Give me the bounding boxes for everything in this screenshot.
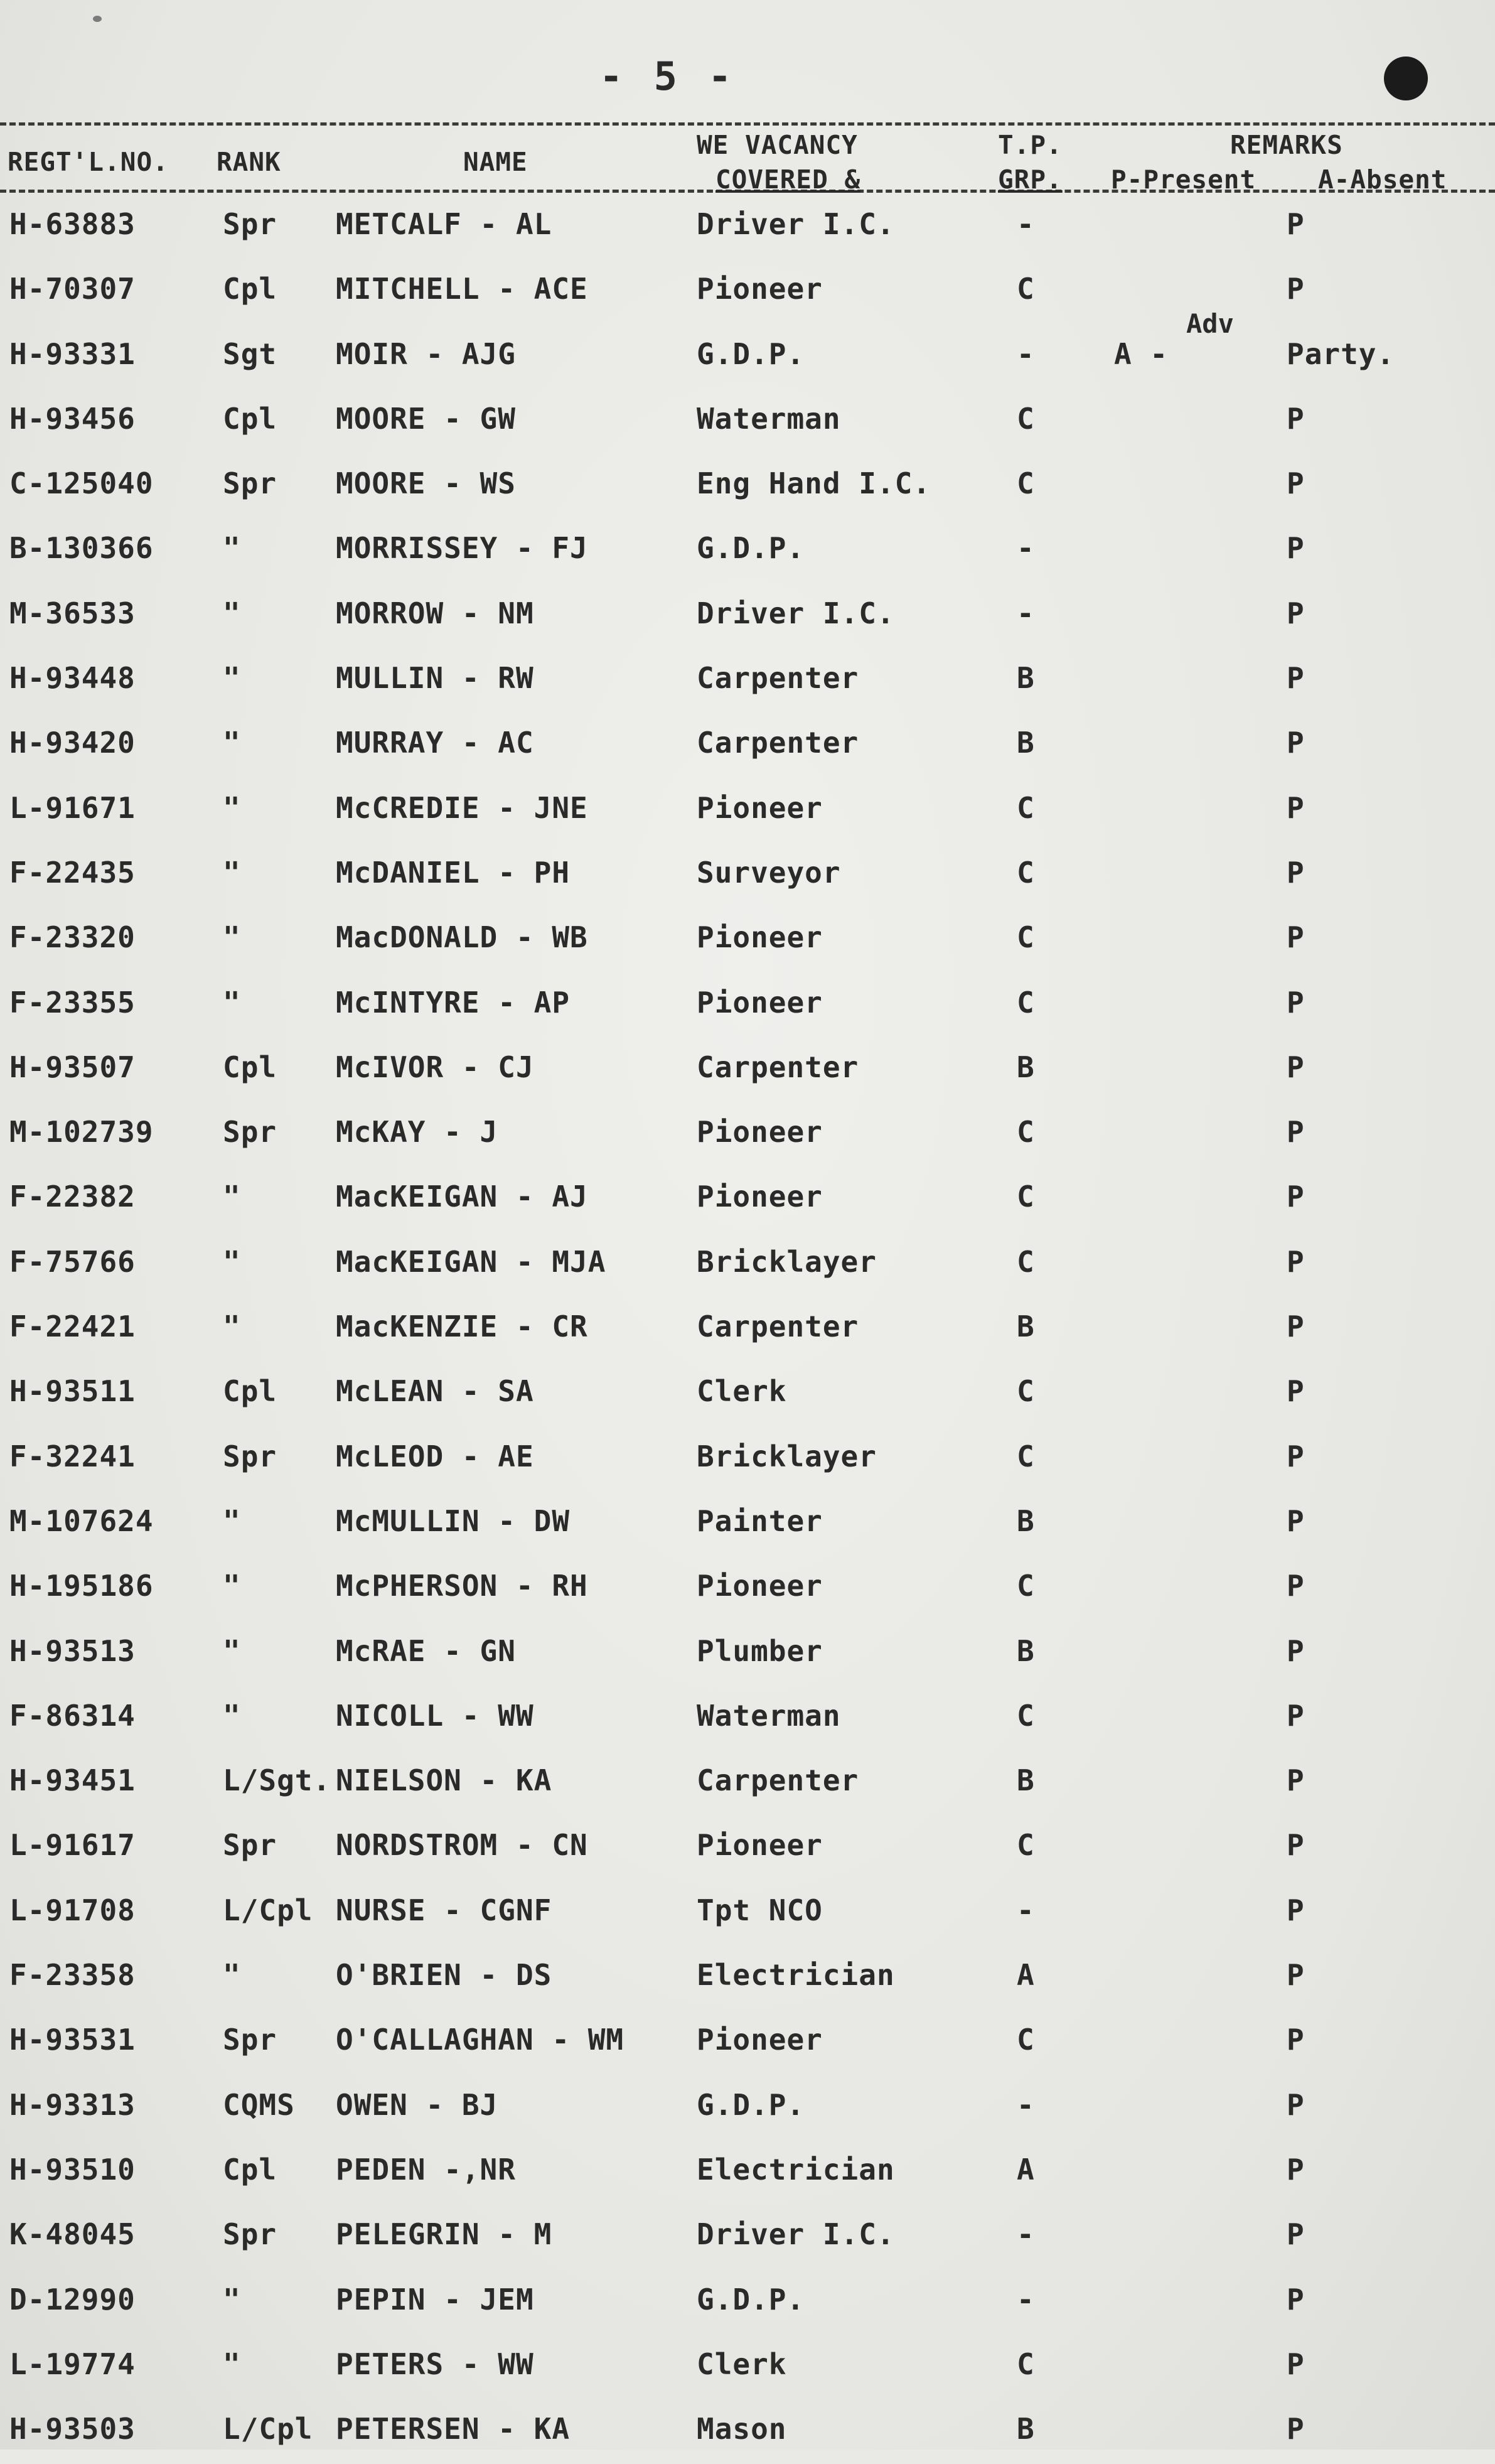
tp-group-cell: B: [1017, 1050, 1035, 1084]
remark-cell: P: [1287, 1504, 1305, 1538]
vacancy-cell: Mason: [697, 2412, 787, 2446]
remark-cell: P: [1287, 2087, 1305, 2122]
remark-cell: P: [1287, 920, 1305, 955]
remark-cell: P: [1287, 207, 1305, 241]
name-cell: McMULLIN - DW: [336, 1504, 571, 1538]
tp-group-cell: C: [1017, 1374, 1035, 1409]
vacancy-cell: Carpenter: [697, 726, 859, 760]
tp-group-cell: C: [1017, 272, 1035, 306]
rank-cell: ": [223, 531, 241, 566]
remark-cell: P: [1287, 855, 1305, 890]
tp-group-cell: -: [1017, 2217, 1035, 2252]
table-row: [0, 259, 1495, 324]
rank-cell: ": [223, 920, 241, 955]
name-cell: McINTYRE - AP: [336, 985, 571, 1019]
column-header-tp: T.P.: [998, 130, 1063, 160]
name-cell: McIVOR - CJ: [336, 1050, 534, 1084]
table-row: [0, 1492, 1495, 1556]
rank-cell: Cpl: [223, 1374, 277, 1409]
tp-group-cell: B: [1017, 726, 1035, 760]
rank-cell: Spr: [223, 466, 277, 501]
rank-cell: ": [223, 1569, 241, 1603]
vacancy-cell: Driver I.C.: [697, 2217, 895, 2252]
rank-cell: ": [223, 2347, 241, 2381]
name-cell: NICOLL - WW: [336, 1698, 534, 1733]
name-cell: McPHERSON - RH: [336, 1569, 588, 1603]
table-row: [0, 1816, 1495, 1880]
remark-cell: P: [1287, 661, 1305, 696]
table-row: [0, 2399, 1495, 2464]
remark-cell: P: [1287, 985, 1305, 1019]
table-row: [0, 2075, 1495, 2140]
rank-cell: ": [223, 1310, 241, 1344]
remark-cell: P: [1287, 596, 1305, 630]
regt-no-cell: H-93420: [9, 726, 136, 760]
regt-no-cell: C-125040: [9, 466, 154, 501]
name-cell: McKAY - J: [336, 1115, 498, 1149]
vacancy-cell: Pioneer: [697, 272, 823, 306]
tp-group-cell: B: [1017, 1310, 1035, 1344]
regt-no-cell: F-32241: [9, 1439, 136, 1473]
remark-cell: P: [1287, 531, 1305, 566]
rank-cell: Spr: [223, 207, 277, 241]
page-number: - 5 -: [599, 53, 736, 99]
remark-cell: P: [1287, 790, 1305, 825]
vacancy-cell: Pioneer: [697, 2023, 823, 2057]
name-cell: McLEAN - SA: [336, 1374, 534, 1409]
name-cell: MITCHELL - ACE: [336, 272, 588, 306]
remark-cell: P: [1287, 401, 1305, 436]
tp-group-cell: -: [1017, 207, 1035, 241]
remark-cell: P: [1287, 1374, 1305, 1409]
table-row: [0, 519, 1495, 583]
table-row: [0, 308, 1495, 389]
regt-no-cell: L-19774: [9, 2347, 136, 2381]
regt-no-cell: H-93511: [9, 1374, 136, 1409]
remark-cell: P: [1287, 272, 1305, 306]
vacancy-cell: Clerk: [697, 1374, 787, 1409]
rank-cell: L/Cpl: [223, 2412, 313, 2446]
remark-cell: P: [1287, 1958, 1305, 1993]
vacancy-cell: Plumber: [697, 1633, 823, 1668]
name-cell: O'BRIEN - DS: [336, 1958, 552, 1993]
table-row: [0, 2270, 1495, 2335]
table-row: [0, 908, 1495, 972]
regt-no-cell: F-23355: [9, 985, 136, 1019]
table-row: [0, 389, 1495, 454]
name-cell: METCALF - AL: [336, 207, 552, 241]
name-cell: MORRISSEY - FJ: [336, 531, 588, 566]
regt-no-cell: H-93456: [9, 401, 136, 436]
tp-group-cell: -: [1017, 1893, 1035, 1927]
table-row: [0, 1881, 1495, 1945]
column-header-vacancy: WE VACANCY: [697, 130, 858, 160]
tp-group-cell: A: [1017, 2152, 1035, 2187]
column-header-vacancy-covered: COVERED &: [715, 164, 861, 195]
regt-no-cell: H-93510: [9, 2152, 136, 2187]
rank-cell: ": [223, 1244, 241, 1279]
table-row: [0, 1751, 1495, 1816]
rank-cell: L/Sgt.: [223, 1763, 331, 1798]
remark-cell: P: [1287, 726, 1305, 760]
tp-group-cell: B: [1017, 1763, 1035, 1798]
regt-no-cell: F-22421: [9, 1310, 136, 1344]
table-row: [0, 1556, 1495, 1621]
name-cell: MacKENZIE - CR: [336, 1310, 588, 1344]
tp-group-cell: B: [1017, 661, 1035, 696]
header-top-rule: [0, 122, 1495, 126]
regt-no-cell: F-23320: [9, 920, 136, 955]
vacancy-cell: Pioneer: [697, 790, 823, 825]
vacancy-cell: Pioneer: [697, 985, 823, 1019]
regt-no-cell: L-91708: [9, 1893, 136, 1927]
tp-group-cell: -: [1017, 2282, 1035, 2316]
regt-no-cell: L-91617: [9, 1828, 136, 1863]
tp-group-cell: -: [1017, 2087, 1035, 2122]
regt-no-cell: H-93448: [9, 661, 136, 696]
vacancy-cell: G.D.P.: [697, 336, 805, 371]
regt-no-cell: H-93451: [9, 1763, 136, 1798]
remark-cell: P: [1287, 1698, 1305, 1733]
regt-no-cell: H-70307: [9, 272, 136, 306]
name-cell: MOORE - GW: [336, 401, 516, 436]
regt-no-cell: H-93331: [9, 336, 136, 371]
regt-no-cell: F-23358: [9, 1958, 136, 1993]
rank-cell: ": [223, 1504, 241, 1538]
rank-cell: Sgt: [223, 336, 277, 371]
remark-cell: P: [1287, 2347, 1305, 2381]
punch-hole-icon: [1384, 56, 1428, 100]
regt-no-cell: M-102739: [9, 1115, 154, 1149]
table-row: [0, 843, 1495, 908]
vacancy-cell: Carpenter: [697, 1050, 859, 1084]
rank-cell: Spr: [223, 1439, 277, 1473]
remark-cell: P: [1287, 1244, 1305, 1279]
table-row: [0, 1102, 1495, 1167]
remark-cell: P: [1287, 1050, 1305, 1084]
rank-cell: Cpl: [223, 272, 277, 306]
rank-cell: Spr: [223, 1115, 277, 1149]
table-row: [0, 584, 1495, 648]
regt-no-cell: H-63883: [9, 207, 136, 241]
vacancy-cell: Waterman: [697, 1698, 841, 1733]
regt-no-cell: F-22435: [9, 855, 136, 890]
tp-group-cell: B: [1017, 1633, 1035, 1668]
table-row: [0, 2205, 1495, 2269]
name-cell: O'CALLAGHAN - WM: [336, 2023, 624, 2057]
regt-no-cell: H-195186: [9, 1569, 154, 1603]
table-row: [0, 648, 1495, 713]
tp-group-cell: C: [1017, 1244, 1035, 1279]
remark-cell: P: [1287, 1569, 1305, 1603]
remark-cell: P: [1287, 1633, 1305, 1668]
remark-cell: P: [1287, 1439, 1305, 1473]
regt-no-cell: D-12990: [9, 2282, 136, 2316]
tp-group-cell: A: [1017, 1958, 1035, 1993]
remark-cell: P: [1287, 2217, 1305, 2252]
column-header-absent-key: A-Absent: [1318, 164, 1447, 195]
name-cell: PEDEN -,NR: [336, 2152, 516, 2187]
regt-no-cell: L-91671: [9, 790, 136, 825]
column-header-present-key: P-Present: [1111, 164, 1257, 195]
remark-annotation: Adv: [1186, 308, 1234, 339]
vacancy-cell: Painter: [697, 1504, 823, 1538]
name-cell: McDANIEL - PH: [336, 855, 571, 890]
name-cell: MacDONALD - WB: [336, 920, 588, 955]
tp-group-cell: C: [1017, 401, 1035, 436]
table-row: [0, 778, 1495, 843]
column-header-grp: GRP.: [998, 164, 1063, 195]
rank-cell: ": [223, 726, 241, 760]
vacancy-cell: Bricklayer: [697, 1244, 877, 1279]
tp-group-cell: C: [1017, 855, 1035, 890]
rank-cell: ": [223, 1698, 241, 1733]
tp-group-cell: C: [1017, 2347, 1035, 2381]
name-cell: OWEN - BJ: [336, 2087, 498, 2122]
regt-no-cell: F-22382: [9, 1180, 136, 1214]
tp-group-cell: C: [1017, 2023, 1035, 2057]
name-cell: NIELSON - KA: [336, 1763, 552, 1798]
table-row: [0, 195, 1495, 259]
remark-cell: P: [1287, 2282, 1305, 2316]
tp-group-cell: -: [1017, 596, 1035, 630]
regt-no-cell: M-36533: [9, 596, 136, 630]
table-row: [0, 2010, 1495, 2075]
vacancy-cell: Waterman: [697, 401, 841, 436]
table-row: [0, 1297, 1495, 1362]
tp-group-cell: C: [1017, 790, 1035, 825]
name-cell: McCREDIE - JNE: [336, 790, 588, 825]
column-header-remarks: REMARKS: [1230, 130, 1343, 160]
tp-group-cell: C: [1017, 1180, 1035, 1214]
table-row: [0, 1038, 1495, 1102]
remark-cell: P: [1287, 1115, 1305, 1149]
vacancy-cell: Clerk: [697, 2347, 787, 2381]
table-row: [0, 1167, 1495, 1232]
name-cell: McRAE - GN: [336, 1633, 516, 1668]
paper-speck: [93, 16, 102, 22]
rank-cell: ": [223, 790, 241, 825]
tp-group-cell: B: [1017, 1504, 1035, 1538]
tp-group-cell: C: [1017, 1439, 1035, 1473]
rank-cell: L/Cpl: [223, 1893, 313, 1927]
vacancy-cell: Pioneer: [697, 1828, 823, 1863]
tp-group-cell: C: [1017, 1698, 1035, 1733]
rank-cell: ": [223, 661, 241, 696]
remark-note-cell: A -: [1114, 336, 1169, 371]
name-cell: MacKEIGAN - MJA: [336, 1244, 606, 1279]
vacancy-cell: Pioneer: [697, 1180, 823, 1214]
rank-cell: ": [223, 1958, 241, 1993]
rank-cell: CQMS: [223, 2087, 295, 2122]
tp-group-cell: -: [1017, 531, 1035, 566]
name-cell: PETERS - WW: [336, 2347, 534, 2381]
table-row: [0, 713, 1495, 778]
remark-cell: Party.: [1287, 336, 1395, 371]
roster-table: [0, 195, 1495, 2464]
regt-no-cell: B-130366: [9, 531, 154, 566]
table-row: [0, 454, 1495, 519]
column-header-name: NAME: [463, 147, 528, 177]
vacancy-cell: Carpenter: [697, 1763, 859, 1798]
name-cell: MOIR - AJG: [336, 336, 516, 371]
rank-cell: ": [223, 985, 241, 1019]
regt-no-cell: H-93531: [9, 2023, 136, 2057]
tp-group-cell: B: [1017, 2412, 1035, 2446]
vacancy-cell: Driver I.C.: [697, 207, 895, 241]
vacancy-cell: G.D.P.: [697, 2282, 805, 2316]
rank-cell: Cpl: [223, 401, 277, 436]
regt-no-cell: K-48045: [9, 2217, 136, 2252]
remark-cell: P: [1287, 466, 1305, 501]
column-header-rank: RANK: [217, 147, 281, 177]
name-cell: MULLIN - RW: [336, 661, 534, 696]
remark-cell: P: [1287, 2412, 1305, 2446]
remark-cell: P: [1287, 1828, 1305, 1863]
tp-group-cell: C: [1017, 1569, 1035, 1603]
vacancy-cell: Electrician: [697, 1958, 895, 1993]
name-cell: PETERSEN - KA: [336, 2412, 571, 2446]
vacancy-cell: Carpenter: [697, 1310, 859, 1344]
remark-cell: P: [1287, 2023, 1305, 2057]
remark-cell: P: [1287, 1310, 1305, 1344]
regt-no-cell: H-93507: [9, 1050, 136, 1084]
rank-cell: Spr: [223, 1828, 277, 1863]
vacancy-cell: Pioneer: [697, 920, 823, 955]
rank-cell: ": [223, 2282, 241, 2316]
rank-cell: Cpl: [223, 1050, 277, 1084]
vacancy-cell: Eng Hand I.C.: [697, 466, 931, 501]
vacancy-cell: Pioneer: [697, 1569, 823, 1603]
vacancy-cell: G.D.P.: [697, 2087, 805, 2122]
name-cell: PEPIN - JEM: [336, 2282, 534, 2316]
column-header-regt-no: REGT'L.NO.: [8, 147, 169, 177]
tp-group-cell: C: [1017, 1828, 1035, 1863]
remark-cell: P: [1287, 1180, 1305, 1214]
name-cell: MURRAY - AC: [336, 726, 534, 760]
tp-group-cell: C: [1017, 920, 1035, 955]
table-row: [0, 2140, 1495, 2205]
table-row: [0, 1945, 1495, 2010]
rank-cell: ": [223, 1633, 241, 1668]
rank-cell: Spr: [223, 2217, 277, 2252]
vacancy-cell: Electrician: [697, 2152, 895, 2187]
name-cell: NORDSTROM - CN: [336, 1828, 588, 1863]
name-cell: MacKEIGAN - AJ: [336, 1180, 588, 1214]
regt-no-cell: F-75766: [9, 1244, 136, 1279]
tp-group-cell: -: [1017, 336, 1035, 371]
vacancy-cell: Surveyor: [697, 855, 841, 890]
remark-cell: P: [1287, 1763, 1305, 1798]
rank-cell: Cpl: [223, 2152, 277, 2187]
regt-no-cell: H-93503: [9, 2412, 136, 2446]
regt-no-cell: H-93513: [9, 1633, 136, 1668]
vacancy-cell: Tpt NCO: [697, 1893, 823, 1927]
rank-cell: ": [223, 1180, 241, 1214]
rank-cell: ": [223, 855, 241, 890]
table-row: [0, 1362, 1495, 1426]
vacancy-cell: Driver I.C.: [697, 596, 895, 630]
tp-group-cell: C: [1017, 985, 1035, 1019]
name-cell: PELEGRIN - M: [336, 2217, 552, 2252]
remark-cell: P: [1287, 1893, 1305, 1927]
regt-no-cell: F-86314: [9, 1698, 136, 1733]
regt-no-cell: M-107624: [9, 1504, 154, 1538]
name-cell: MORROW - NM: [336, 596, 534, 630]
remark-cell: P: [1287, 2152, 1305, 2187]
rank-cell: Spr: [223, 2023, 277, 2057]
regt-no-cell: H-93313: [9, 2087, 136, 2122]
name-cell: NURSE - CGNF: [336, 1893, 552, 1927]
name-cell: MOORE - WS: [336, 466, 516, 501]
tp-group-cell: C: [1017, 1115, 1035, 1149]
name-cell: McLEOD - AE: [336, 1439, 534, 1473]
table-row: [0, 1686, 1495, 1751]
table-row: [0, 1232, 1495, 1297]
vacancy-cell: Pioneer: [697, 1115, 823, 1149]
rank-cell: ": [223, 596, 241, 630]
table-row: [0, 1622, 1495, 1686]
table-row: [0, 973, 1495, 1038]
tp-group-cell: C: [1017, 466, 1035, 501]
table-row: [0, 2335, 1495, 2399]
vacancy-cell: Carpenter: [697, 661, 859, 696]
vacancy-cell: Bricklayer: [697, 1439, 877, 1473]
table-row: [0, 1427, 1495, 1492]
vacancy-cell: G.D.P.: [697, 531, 805, 566]
